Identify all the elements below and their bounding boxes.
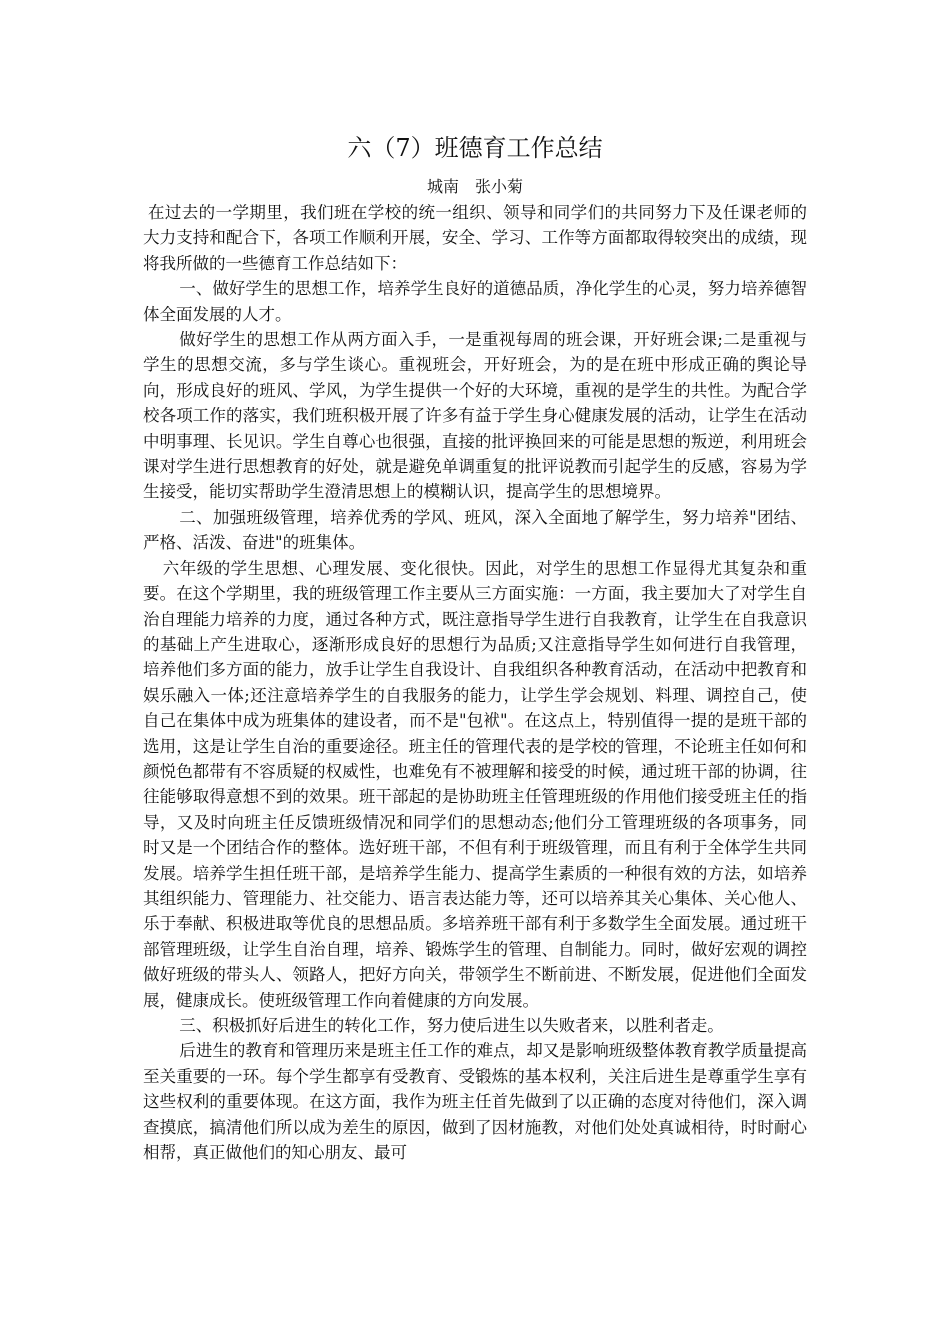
paragraph-body-1: 做好学生的思想工作从两方面入手，一是重视每周的班会课，开好班会课;二是重视与学生的思想交流，多与学生谈心。重视班会，开好班会，为的是在班中形成正确的舆论导向，形成良好的班风、学风，为学生提供一个好的大环境，重视的是学生的共性。为配合学校各项工作的落实，我们班积极开展了许多有益于学生身心健康发展的活动，让学生在活动中明事理、长见识。学生自尊心也很强，直接的批评换回来的可能是思想的叛逆，利用班会课对学生进行思想教育的好处，就是避免单调重复的批评说教而引起学生的反感，容易为学生接受，能切实帮助学生澄清思想上的模糊认识，提高学生的思想境界。 — [143, 330, 807, 502]
paragraph-intro: 在过去的一学期里，我们班在学校的统一组织、领导和同学们的共同努力下及任课老师的大力支持和配合下，各项工作顺利开展，安全、学习、工作等方面都取得较突出的成绩，现将我所做的一些德育工作总结如下： — [143, 203, 807, 273]
paragraph-heading-3: 三、积极抓好后进生的转化工作，努力使后进生以失败者来，以胜利者走。 — [179, 1016, 724, 1035]
document-title: 六（7）班德育工作总结 — [347, 134, 603, 162]
paragraph-heading-2: 二、加强班级管理，培养优秀的学风、班风，深入全面地了解学生，努力培养"团结、严格、活泼、奋进"的班集体。 — [143, 507, 807, 553]
paragraph-heading-1: 一、做好学生的思想工作，培养学生良好的道德品质，净化学生的心灵，努力培养德智体全面发展的人才。 — [143, 279, 807, 324]
paragraph-body-2: 六年级的学生思想、心理发展、变化很快。因此，对学生的思想工作显得尤其复杂和重要。在这个学期里，我的班级管理工作主要从三方面实施：一方面，我主要加大了对学生自治自理能力培养的力度，通过各种方式，既注意指导学生进行自我教育，让学生在自我意识的基础上产生进取心，逐渐形成良好的思想行为品质;又注意指导学生如何进行自我管理，培养他们多方面的能力，放手让学生自我设计、自我组织各种教育活动，在活动中把教育和娱乐融入一体;还注意培养学生的自我服务的能力，让学生学会规划、料理、调控自己，使自己在集体中成为班集体的建设者，而不是"包袱"。在这点上，特别值得一提的是班干部的选用，这是让学生自治的重要途径。班主任的管理代表的是学校的管理，不论班主任如何和颜悦色都带有不容质疑的权威性，也难免有不被理解和接受的时候，通过班干部的协调，往往能够取得意想不到的效果。班干部起的是协助班主任管理班级的作用他们接受班主任的指导，又及时向班主任反馈班级情况和同学们的思想动态;他们分工管理班级的各项事务，同时又是一个团结合作的整体。选好班干部，不但有利于班级管理，而且有利于全体学生共同发展。培养学生担任班干部，是培养学生能力、提高学生素质的一种很有效的方法，如培养其组织能力、管理能力、社交能力、语言表达能力等，还可以培养其关心集体、关心他人、乐于奉献、积极进取等优良的思想品质。多培养班干部有利于多数学生全面发展。通过班干部管理班级，让学生自治自理，培养、锻炼学生的管理、自制能力。同时，做好宏观的调控做好班级的带头人、领路人，把好方向关，带领学生不断前进、不断发展，促进他们全面发展，健康成长。使班级管理工作向着健康的方向发展。 — [143, 558, 807, 1010]
document-body — [143, 200, 807, 1165]
paragraph-body-3: 后进生的教育和管理历来是班主任工作的难点，却又是影响班级整体教育教学质量提高至关重要的一环。每个学生都享有受教育、受锻炼的基本权利，关注后进生是尊重学生享有这些权利的重要体现。在这方面，我作为班主任首先做到了以正确的态度对待他们，深入调查摸底，搞清他们所以成为差生的原因，做到了因材施教，对他们处处真诚相待，时时耐心相帮，真正做他们的知心朋友、最可 — [143, 1041, 807, 1163]
document-author: 城南 张小菊 — [426, 177, 523, 196]
